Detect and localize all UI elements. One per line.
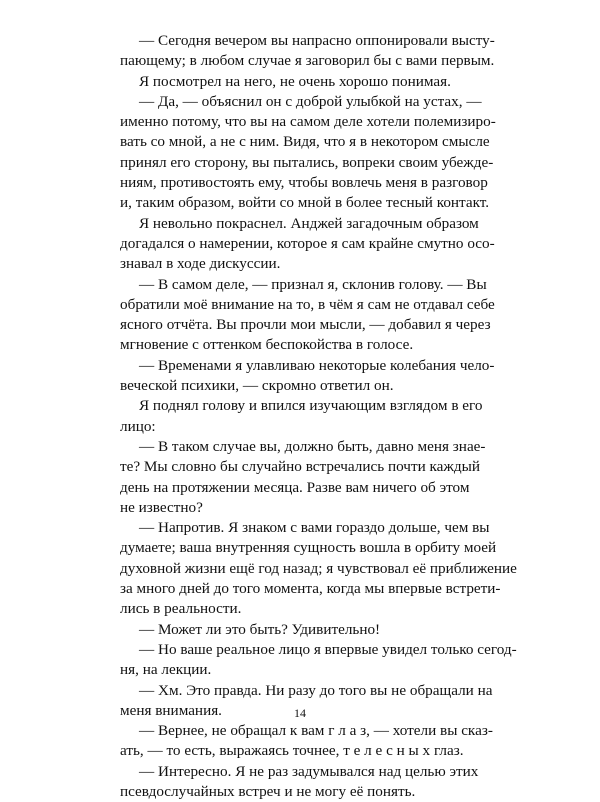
- text-line: — Временами я улавливаю некоторые колебания чело-: [139, 356, 495, 374]
- text-line: и, таким образом, войти со мной в более тесный контакт.: [120, 194, 490, 212]
- text-line: — Может ли это быть? Удивительно!: [139, 620, 381, 638]
- text-line: принял его сторону, вы пытались, вопреки своим убежде-: [120, 153, 494, 171]
- text-line: те? Мы словно бы случайно встречались почти каждый: [120, 458, 480, 476]
- text-line: именно потому, что вы на самом деле хотели полемизиро-: [120, 113, 496, 131]
- text-line: псевдослучайных встреч и не могу её понять.: [120, 782, 416, 800]
- text-line: — Напротив. Я знаком с вами гораздо дольше, чем вы: [139, 519, 490, 537]
- text-line: ниям, противостоять ему, чтобы вовлечь меня в разговор: [120, 174, 488, 192]
- text-line: ня, на лекции.: [120, 661, 212, 679]
- text-line: лись в реальности.: [120, 600, 242, 618]
- text-line: духовной жизни ещё год назад; я чувствовал её приближение: [120, 559, 517, 577]
- text-line: Я невольно покраснел. Анджей загадочным образом: [139, 214, 479, 232]
- text-line: догадался о намерении, которое я сам крайне смутно осо-: [120, 234, 495, 252]
- text-line: лицо:: [120, 417, 156, 435]
- text-line: знавал в ходе дискуссии.: [120, 255, 281, 273]
- text-line: — Да, — объяснил он с доброй улыбкой на устах, —: [139, 92, 482, 110]
- text-line: мгновение с оттенком беспокойства в голосе.: [120, 336, 414, 354]
- text-line: меня внимания.: [120, 701, 222, 719]
- body-text: [120, 31, 517, 802]
- text-line: день на протяжении месяца. Разве вам ничего об этом: [120, 478, 470, 496]
- text-line: ать, — то есть, выражаясь точнее, т е л е с н ы х глаз.: [120, 742, 464, 760]
- text-line: не известно?: [120, 498, 203, 516]
- text-line: вать со мной, а не с ним. Видя, что я в некотором смысле: [120, 133, 490, 151]
- text-line: — Но ваше реальное лицо я впервые увидел только сегод-: [139, 640, 517, 658]
- text-line: — Вернее, не обращал к вам г л а з, — хотели вы сказ-: [139, 722, 493, 740]
- text-line: — Хм. Это правда. Ни разу до того вы не обращали на: [139, 681, 493, 699]
- text-line: Я посмотрел на него, не очень хорошо понимая.: [139, 72, 451, 90]
- text-line: за много дней до того момента, когда мы впервые встрети-: [120, 580, 501, 598]
- text-line: думаете; ваша внутренняя сущность вошла в орбиту моей: [120, 539, 497, 557]
- text-line: пающему; в любом случае я заговорил бы с вами первым.: [120, 52, 495, 70]
- text-line: веческой психики, — скромно ответил он.: [120, 377, 394, 395]
- text-line: ясного отчёта. Вы прочли мои мысли, — добавил я через: [120, 316, 491, 334]
- text-line: — В таком случае вы, должно быть, давно меня знае-: [139, 437, 486, 455]
- text-line: Я поднял голову и впился изучающим взглядом в его: [139, 397, 483, 415]
- text-line: — Сегодня вечером вы напрасно оппонировали высту-: [139, 32, 495, 49]
- text-line: — Интересно. Я не раз задумывался над целью этих: [139, 762, 479, 780]
- text-line: обратили моё внимание на то, в чём я сам не отдавал себе: [120, 295, 495, 313]
- text-line: — В самом деле, — признал я, склонив голову. — Вы: [139, 275, 487, 293]
- page-number: 14: [294, 706, 306, 720]
